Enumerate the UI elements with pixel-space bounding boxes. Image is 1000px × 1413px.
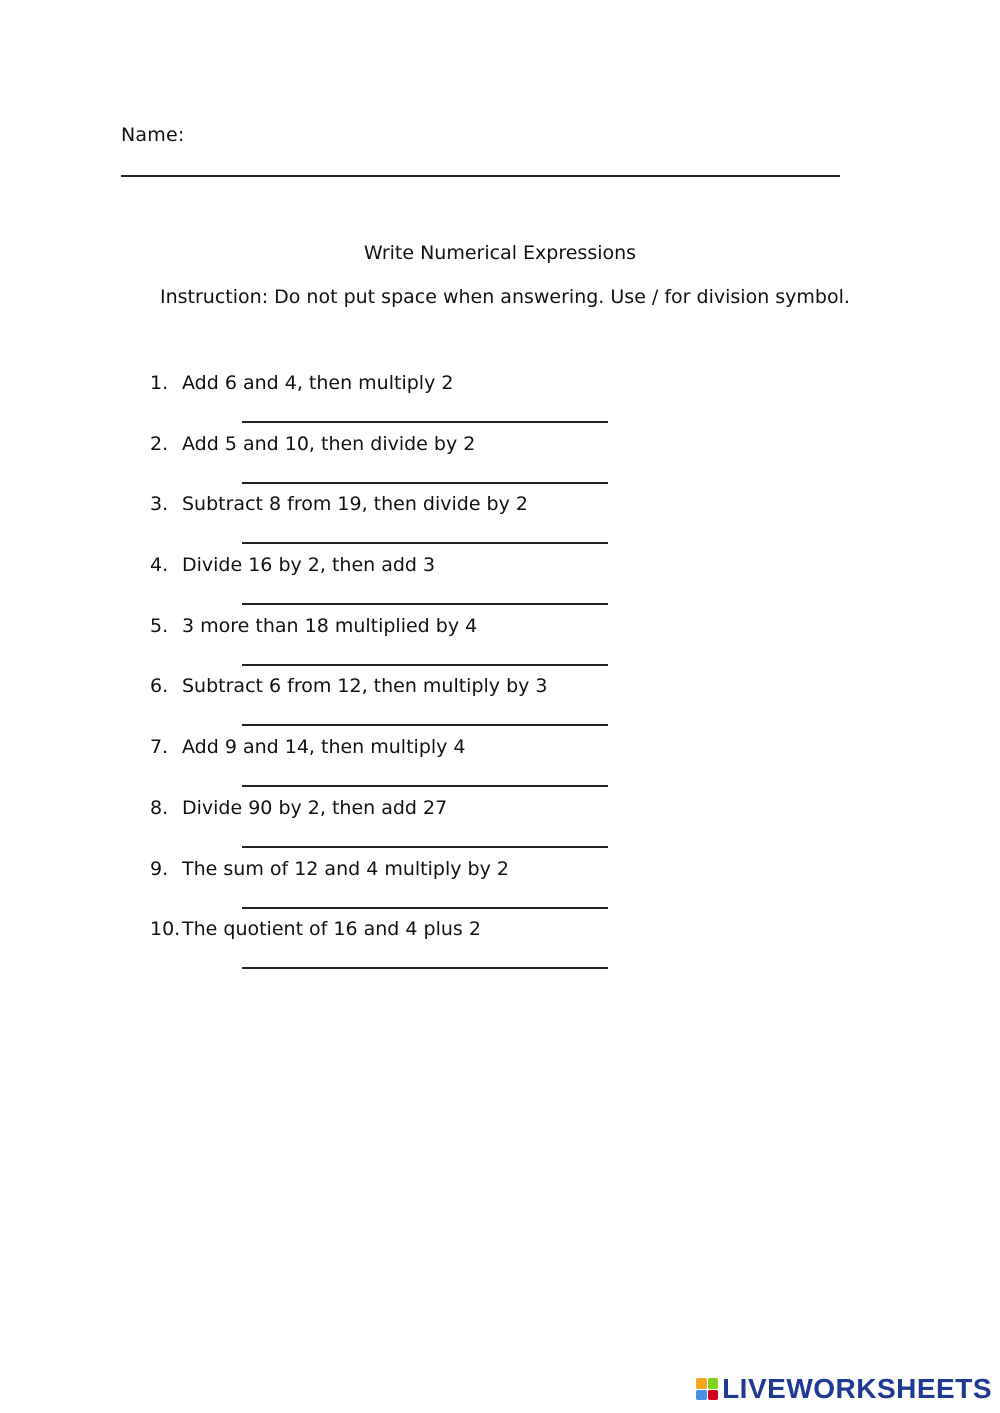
- question-number: 3.: [150, 493, 169, 516]
- question-text: The quotient of 16 and 4 plus 2: [182, 918, 481, 941]
- question-item: [150, 858, 750, 919]
- name-answer-line[interactable]: [121, 175, 840, 177]
- question-text: Add 6 and 4, then multiply 2: [182, 372, 454, 394]
- question-number: 6.: [150, 675, 169, 698]
- question-text: Divide 90 by 2, then add 27: [182, 796, 448, 819]
- logo-square: [696, 1378, 707, 1389]
- question-text: Add 5 and 10, then divide by 2: [182, 432, 476, 455]
- question-item: [150, 615, 750, 676]
- question-text: The sum of 12 and 4 multiply by 2: [182, 857, 509, 880]
- question-item: [150, 797, 750, 858]
- answer-input[interactable]: [242, 724, 608, 726]
- question-number: 7.: [150, 736, 169, 759]
- answer-input[interactable]: [242, 482, 608, 484]
- question-number: 2.: [150, 432, 169, 455]
- question-list: [150, 372, 750, 979]
- question-number: 5.: [150, 614, 169, 637]
- answer-input[interactable]: [242, 967, 608, 969]
- question-text: 3 more than 18 multiplied by 4: [182, 614, 478, 637]
- question-item: [150, 736, 750, 797]
- question-item: [150, 918, 750, 979]
- answer-input[interactable]: [242, 846, 608, 848]
- question-item: [150, 554, 750, 615]
- question-item: [150, 493, 750, 554]
- name-label: Name:: [121, 124, 185, 146]
- answer-input[interactable]: [242, 664, 608, 666]
- question-item: [150, 675, 750, 736]
- logo-square: [708, 1378, 719, 1389]
- question-number: 1.: [150, 372, 169, 394]
- answer-input[interactable]: [242, 907, 608, 909]
- question-number: 10.: [150, 918, 181, 941]
- answer-input[interactable]: [242, 421, 608, 423]
- answer-input[interactable]: [242, 603, 608, 605]
- question-text: Add 9 and 14, then multiply 4: [182, 736, 466, 759]
- brand-text: LIVEWORKSHEETS: [722, 1373, 992, 1404]
- answer-input[interactable]: [242, 785, 608, 787]
- question-number: 9.: [150, 857, 169, 880]
- question-number: 8.: [150, 796, 169, 819]
- liveworksheets-brand: [696, 1373, 992, 1405]
- question-item: [150, 433, 750, 494]
- worksheet-title: Write Numerical Expressions: [363, 242, 637, 264]
- logo-square: [708, 1390, 719, 1401]
- answer-input[interactable]: [242, 542, 608, 544]
- logo-square: [696, 1390, 707, 1401]
- instruction-text: Instruction: Do not put space when answering. Use / for division symbol.: [160, 286, 850, 308]
- question-text: Subtract 8 from 19, then divide by 2: [182, 493, 528, 516]
- question-number: 4.: [150, 554, 169, 577]
- liveworksheets-logo-icon: [696, 1378, 718, 1400]
- question-text: Subtract 6 from 12, then multiply by 3: [182, 675, 548, 698]
- question-text: Divide 16 by 2, then add 3: [182, 554, 436, 577]
- question-item: [150, 372, 750, 433]
